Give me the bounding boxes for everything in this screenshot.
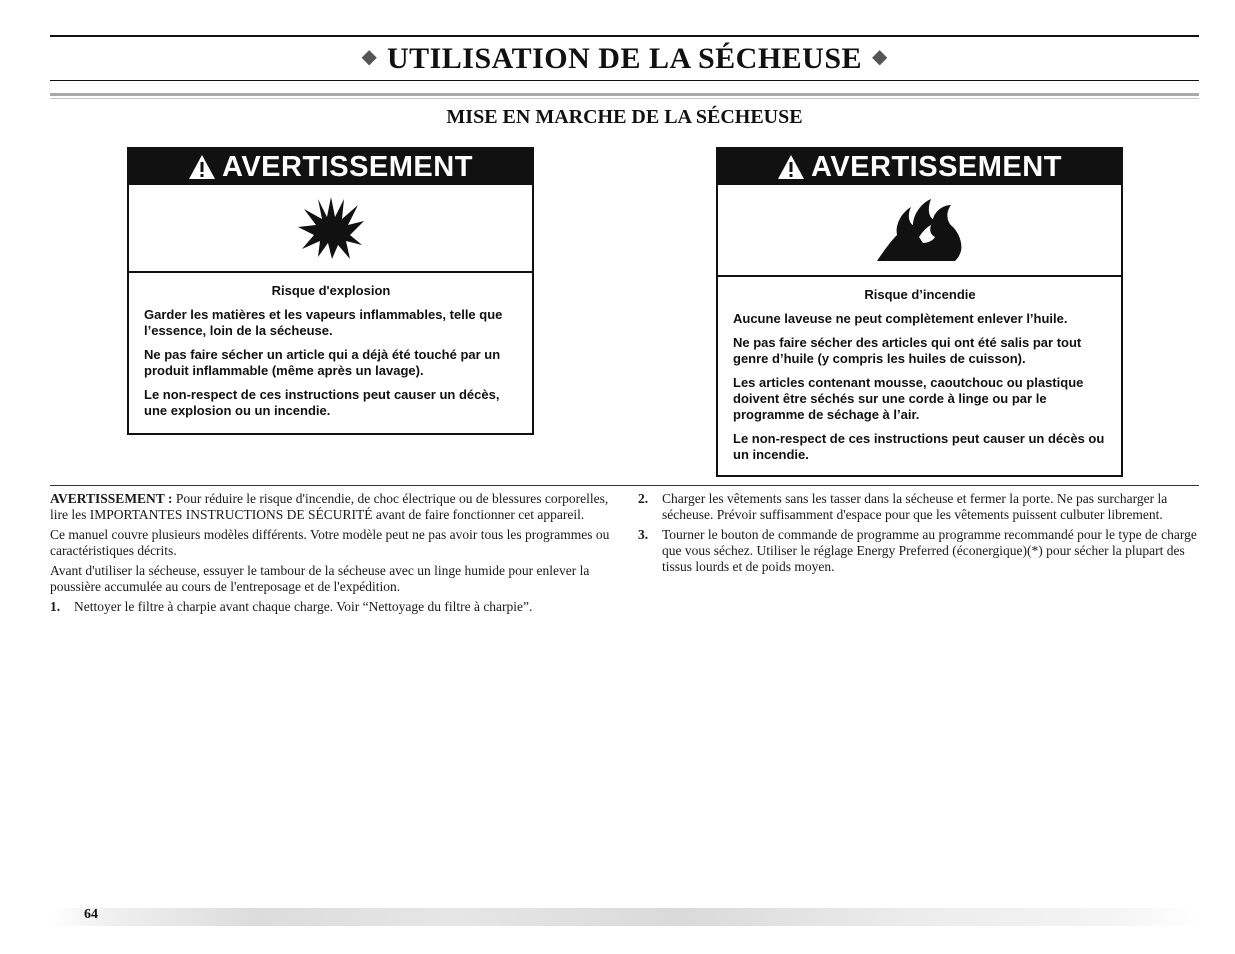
warning-triangle-icon <box>777 154 805 180</box>
step-number: 2. <box>638 491 649 506</box>
warning-line: Ne pas faire sécher un article qui a déjà été touché par un produit inflammable (même après un lavage). <box>144 347 501 378</box>
warning-header <box>718 149 1121 185</box>
cleaning-note: Avant d'utiliser la sécheuse, essuyer le tambour de la sécheuse avec un linge humide pour enlever la poussière accumulée au cours de l'entreposage et de l'expédition. <box>50 563 590 594</box>
warning-box-fire <box>716 147 1123 477</box>
diamond-right-icon: ◆ <box>872 46 888 68</box>
section-title: MISE EN MARCHE DE LA SÉCHEUSE <box>446 106 803 128</box>
risk-label: Risque d'explosion <box>271 283 391 298</box>
warning-header <box>129 149 532 185</box>
fire-icon <box>875 197 965 263</box>
warning-line: Aucune laveuse ne peut complètement enlever l’huile. <box>733 311 1068 326</box>
warning-text: Pour réduire le risque d'incendie, de choc électrique ou de blessures corporelles, lire les IMPORTANTES INSTRUCTIONS DE SÉCURITÉ avant de faire fonctionner cet appareil. <box>50 491 609 522</box>
page-number: 64 <box>84 907 98 922</box>
warning-line: Ne pas faire sécher des articles qui ont été salis par tout genre d’huile (y compris les huiles de cuisson). <box>733 335 1082 366</box>
divider <box>50 485 1199 486</box>
warning-line: Le non-respect de ces instructions peut causer un décès, une explosion ou un incendie. <box>144 387 500 418</box>
step-number: 3. <box>638 527 649 542</box>
list-item <box>638 527 1199 575</box>
step-text: Nettoyer le filtre à charpie avant chaque charge. Voir “Nettoyage du filtre à charpie”. <box>74 599 533 614</box>
safety-paragraph <box>50 491 612 523</box>
step-text: Tourner le bouton de commande de programme au programme recommandé pour le type de charge que vous séchez. Utiliser le réglage Energy Preferred (éconergique)(*) pour sécher la plupart des tissus lourds et de poids moyen. <box>662 527 1197 574</box>
footer-bar <box>50 908 1199 926</box>
diamond-left-icon: ◆ <box>361 46 377 68</box>
list-item <box>50 599 612 615</box>
right-column <box>638 491 1199 579</box>
divider <box>50 98 1199 99</box>
pictogram-panel <box>718 185 1121 277</box>
warning-box-explosion <box>127 147 534 435</box>
warning-heading: AVERTISSEMENT <box>811 150 1062 183</box>
left-column <box>50 491 612 619</box>
page-title-bar <box>50 35 1199 81</box>
divider <box>50 93 1199 96</box>
warning-line: Le non-respect de ces instructions peut causer un décès ou un incendie. <box>733 431 1105 462</box>
warning-line: Les articles contenant mousse, caoutchouc ou plastique doivent être séchés sur une corde à linge ou par le programme de séchage à l’air. <box>733 375 1084 422</box>
manual-note: Ce manuel couvre plusieurs modèles différents. Votre modèle peut ne pas avoir tous les programmes ou caractéristiques décrits. <box>50 527 610 558</box>
page-title: UTILISATION DE LA SÉCHEUSE <box>386 41 863 75</box>
warning-heading: AVERTISSEMENT <box>222 150 473 183</box>
warning-triangle-icon <box>188 154 216 180</box>
warning-line: Garder les matières et les vapeurs inflammables, telle que l’essence, loin de la sécheuse. <box>144 307 503 338</box>
pictogram-panel <box>129 185 532 273</box>
explosion-icon <box>296 195 366 261</box>
warning-lead: AVERTISSEMENT : <box>50 491 173 506</box>
step-number: 1. <box>50 599 61 614</box>
risk-label: Risque d’incendie <box>864 287 976 302</box>
warning-text <box>718 277 1121 463</box>
step-text: Charger les vêtements sans les tasser dans la sécheuse et fermer la porte. Ne pas surcharger la sécheuse. Prévoir suffisamment d'espace pour que les vêtements puissent culbuter librement. <box>662 491 1168 522</box>
warning-text <box>129 273 532 419</box>
list-item <box>638 491 1199 523</box>
